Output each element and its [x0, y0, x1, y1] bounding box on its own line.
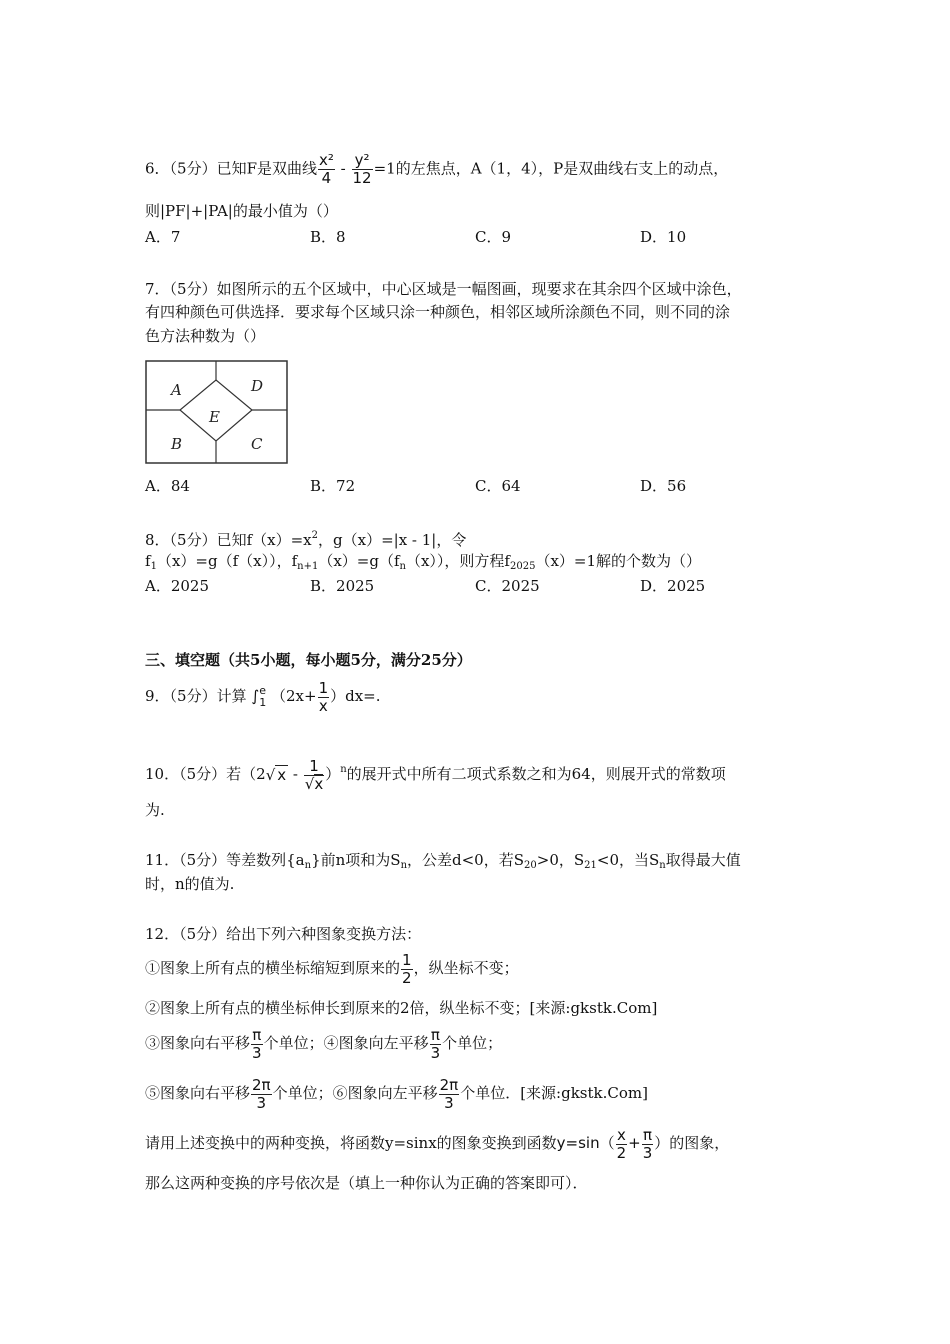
q12-line1: 12．（5分）给出下列六种图象变换方法：	[145, 925, 422, 943]
q8-l2-b: （x）=g（f（x）），f	[156, 552, 298, 570]
q8-sub1: 1	[150, 561, 157, 572]
q8-option-b: B．2025	[310, 577, 375, 595]
q6-option-a: A．7	[145, 228, 181, 246]
q9-prefix: 9．（5分）计算	[145, 687, 247, 705]
q12-t5-frac-num: 2π	[252, 1075, 271, 1094]
q6-option-c: C．9	[475, 228, 512, 246]
q7-option-d: D．56	[640, 477, 687, 495]
q11-sub-21: 21	[584, 860, 597, 871]
q9-line	[145, 678, 381, 715]
q9-inner-b: ）dx=.	[330, 687, 381, 705]
q6-line2: 则|PF|+|PA|的最小值为（）	[145, 202, 338, 220]
q7-option-c: C．64	[475, 477, 521, 495]
q12-t1-a: ①图象上所有点的横坐标缩短到原来的	[145, 959, 401, 977]
q10-suffix: 的展开式中所有二项式系数之和为64，则展开式的常数项	[346, 765, 726, 783]
q11-b: }前n项和为S	[311, 851, 401, 869]
q12-transform-2: ②图象上所有点的横坐标伸长到原来的2倍，纵坐标不变；[来源:gkstk.Com]	[145, 999, 658, 1017]
q11-line2: 时，n的值为.	[145, 875, 235, 893]
q8-sub2: n+1	[297, 561, 319, 572]
q8-l2-c: （x）=g（f	[318, 552, 400, 570]
q6-frac-x-num: x²	[319, 151, 334, 169]
q11-e: <0，当S	[596, 851, 660, 869]
q8-line1-a: 8．（5分）已知f（x）=x	[145, 531, 312, 549]
q8-option-d: D．2025	[640, 577, 706, 595]
figure-label-a: A	[171, 381, 182, 399]
q7-region-figure	[145, 360, 288, 465]
q6-line1	[145, 152, 728, 187]
q11-a: 11．（5分）等差数列{a	[145, 851, 305, 869]
q12-t5-frac-den: 3	[256, 1093, 267, 1112]
q12-req-close: ）	[654, 1134, 670, 1152]
q12-t3-a: ③图象向右平移	[145, 1034, 251, 1052]
q12-req-func: y=sin（	[556, 1134, 615, 1152]
q12-t3-b: 个单位；④图象向左平移	[263, 1034, 429, 1052]
q7-line2: 有四种颜色可供选择．要求每个区域只涂一种颜色，相邻区域所涂颜色不同，则不同的涂	[145, 303, 731, 321]
q6-frac-y-num: y²	[352, 152, 373, 170]
q11-sub-s: n	[400, 860, 408, 871]
q12-t3-frac-num: π	[252, 1025, 262, 1044]
q6-prefix: 6．（5分）已知F是双曲线	[145, 159, 317, 178]
q12-transform-3-4	[145, 1025, 502, 1062]
figure-label-d: D	[251, 377, 264, 395]
q6-frac-x	[318, 152, 335, 187]
figure-label-c: C	[251, 435, 263, 453]
q7-option-b: B．72	[310, 477, 356, 495]
q8-sub3: n	[399, 561, 406, 572]
q11-c: ，公差d<0，若S	[407, 851, 525, 869]
q12-transform-1	[145, 950, 519, 987]
integral-limits	[259, 685, 266, 709]
q9-inner-a: （2x+	[270, 687, 317, 705]
q12-t4-frac-num: π	[430, 1025, 440, 1044]
q8-option-a: A．2025	[145, 577, 210, 595]
q12-t6-b: 个单位．[来源:gkstk.Com]	[460, 1084, 648, 1102]
q10-line1	[145, 752, 726, 793]
q12-last-line: 那么这两种变换的序号依次是（填上一种你认为正确的答案即可）．	[145, 1174, 588, 1192]
q6-frac-y-den: 12	[352, 169, 372, 187]
q12-req-frac1-num: x	[616, 1125, 626, 1144]
q9-frac-num: 1	[318, 678, 329, 697]
q10-minus: -	[288, 765, 303, 783]
q12-req-frac2-den: 3	[642, 1143, 653, 1162]
q12-t4-b: 个单位；	[442, 1034, 503, 1052]
q11-sub-n2: n	[659, 860, 666, 871]
q10-prefix: 10．（5分）若（2	[145, 765, 266, 783]
q12-t5-a: ⑤图象向右平移	[145, 1084, 251, 1102]
q10-frac-den: √x	[304, 774, 324, 793]
q12-req-frac2	[642, 1127, 654, 1162]
q12-t6-frac	[439, 1077, 460, 1112]
q12-transform-5-6	[145, 1075, 648, 1112]
q8-line2	[145, 552, 701, 576]
q12-t5-frac	[251, 1077, 272, 1112]
q9-frac	[318, 680, 330, 715]
q8-l2-d: （x）），则方程f	[405, 552, 510, 570]
q12-t3-frac-den: 3	[252, 1043, 262, 1062]
q7-option-a: A．84	[145, 477, 190, 495]
q9-frac-den: x	[318, 696, 328, 715]
q11-d: >0，S	[536, 851, 585, 869]
q8-option-c: C．2025	[475, 577, 540, 595]
q10-sqrt-x-rad: x	[277, 766, 287, 784]
q12-req-a: 请用上述变换中的两种变换，将函数y=sinx的图象变换到函数	[145, 1134, 557, 1152]
integral-sign: ∫	[251, 687, 260, 705]
q12-request-line	[145, 1125, 729, 1162]
q11-f: 取得最大值	[665, 851, 741, 869]
q12-req-frac1-den: 2	[616, 1143, 627, 1162]
q11-line1	[145, 851, 741, 875]
q12-req-b: 的图象，	[669, 1134, 730, 1152]
q10-frac	[304, 758, 324, 793]
figure-label-b: B	[171, 435, 183, 453]
q6-frac-y	[352, 152, 373, 187]
q6-suffix: =1的左焦点，A（1，4），P是双曲线右支上的动点，	[373, 159, 729, 178]
q12-t6-frac-den: 3	[444, 1093, 454, 1112]
q12-t3-frac	[251, 1027, 263, 1062]
q6-option-d: D．10	[640, 228, 687, 246]
section3-title: 三、填空题（共5小题，每小题5分，满分25分）	[145, 651, 472, 669]
q12-t4-frac-den: 3	[430, 1043, 441, 1062]
q8-l2-a: f	[145, 552, 151, 570]
q12-t6-frac-num: 2π	[439, 1075, 459, 1094]
q7-line3: 色方法种数为（）	[145, 327, 266, 345]
q11-sub-a: n	[304, 860, 312, 871]
q8-l2-e: （x）=1解的个数为（）	[535, 552, 702, 570]
q6-frac-x-den: 4	[321, 169, 332, 187]
q12-t1-frac-num: 1	[402, 950, 412, 969]
q12-req-frac1	[616, 1127, 628, 1162]
q8-sub4: 2025	[509, 561, 536, 572]
q6-minus: -	[335, 159, 351, 178]
q8-line1-b: ，g（x）=|x - 1|，令	[318, 531, 467, 549]
q12-t5-b: 个单位；⑥图象向左平移	[272, 1084, 438, 1102]
q10-frac-sqrt-rad: x	[314, 774, 324, 793]
q12-req-frac2-num: π	[642, 1125, 653, 1144]
integral-lower: 1	[259, 696, 267, 709]
figure-label-e: E	[209, 408, 220, 426]
q12-t1-b: ，纵坐标不变；	[413, 959, 519, 977]
q12-req-plus: +	[628, 1134, 641, 1152]
q7-line1: 7．（5分）如图所示的五个区域中，中心区域是一幅图画，现要求在其余四个区域中涂色，	[145, 280, 742, 298]
q10-paren-close: ）	[325, 765, 341, 783]
q10-frac-num: 1	[304, 758, 324, 776]
q10-line2: 为.	[145, 801, 165, 819]
q10-sqrt-x: √ x	[265, 766, 287, 784]
q6-option-b: B．8	[310, 228, 346, 246]
q12-t1-frac-den: 2	[402, 968, 412, 987]
q8-line1	[145, 527, 466, 549]
q10-sup-n: n	[340, 764, 347, 775]
q11-sub-20: 20	[524, 860, 537, 871]
integral-upper: e	[259, 684, 266, 697]
q12-t1-frac	[401, 952, 413, 987]
q12-t4-frac	[430, 1027, 442, 1062]
q8-sup: 2	[311, 530, 319, 541]
